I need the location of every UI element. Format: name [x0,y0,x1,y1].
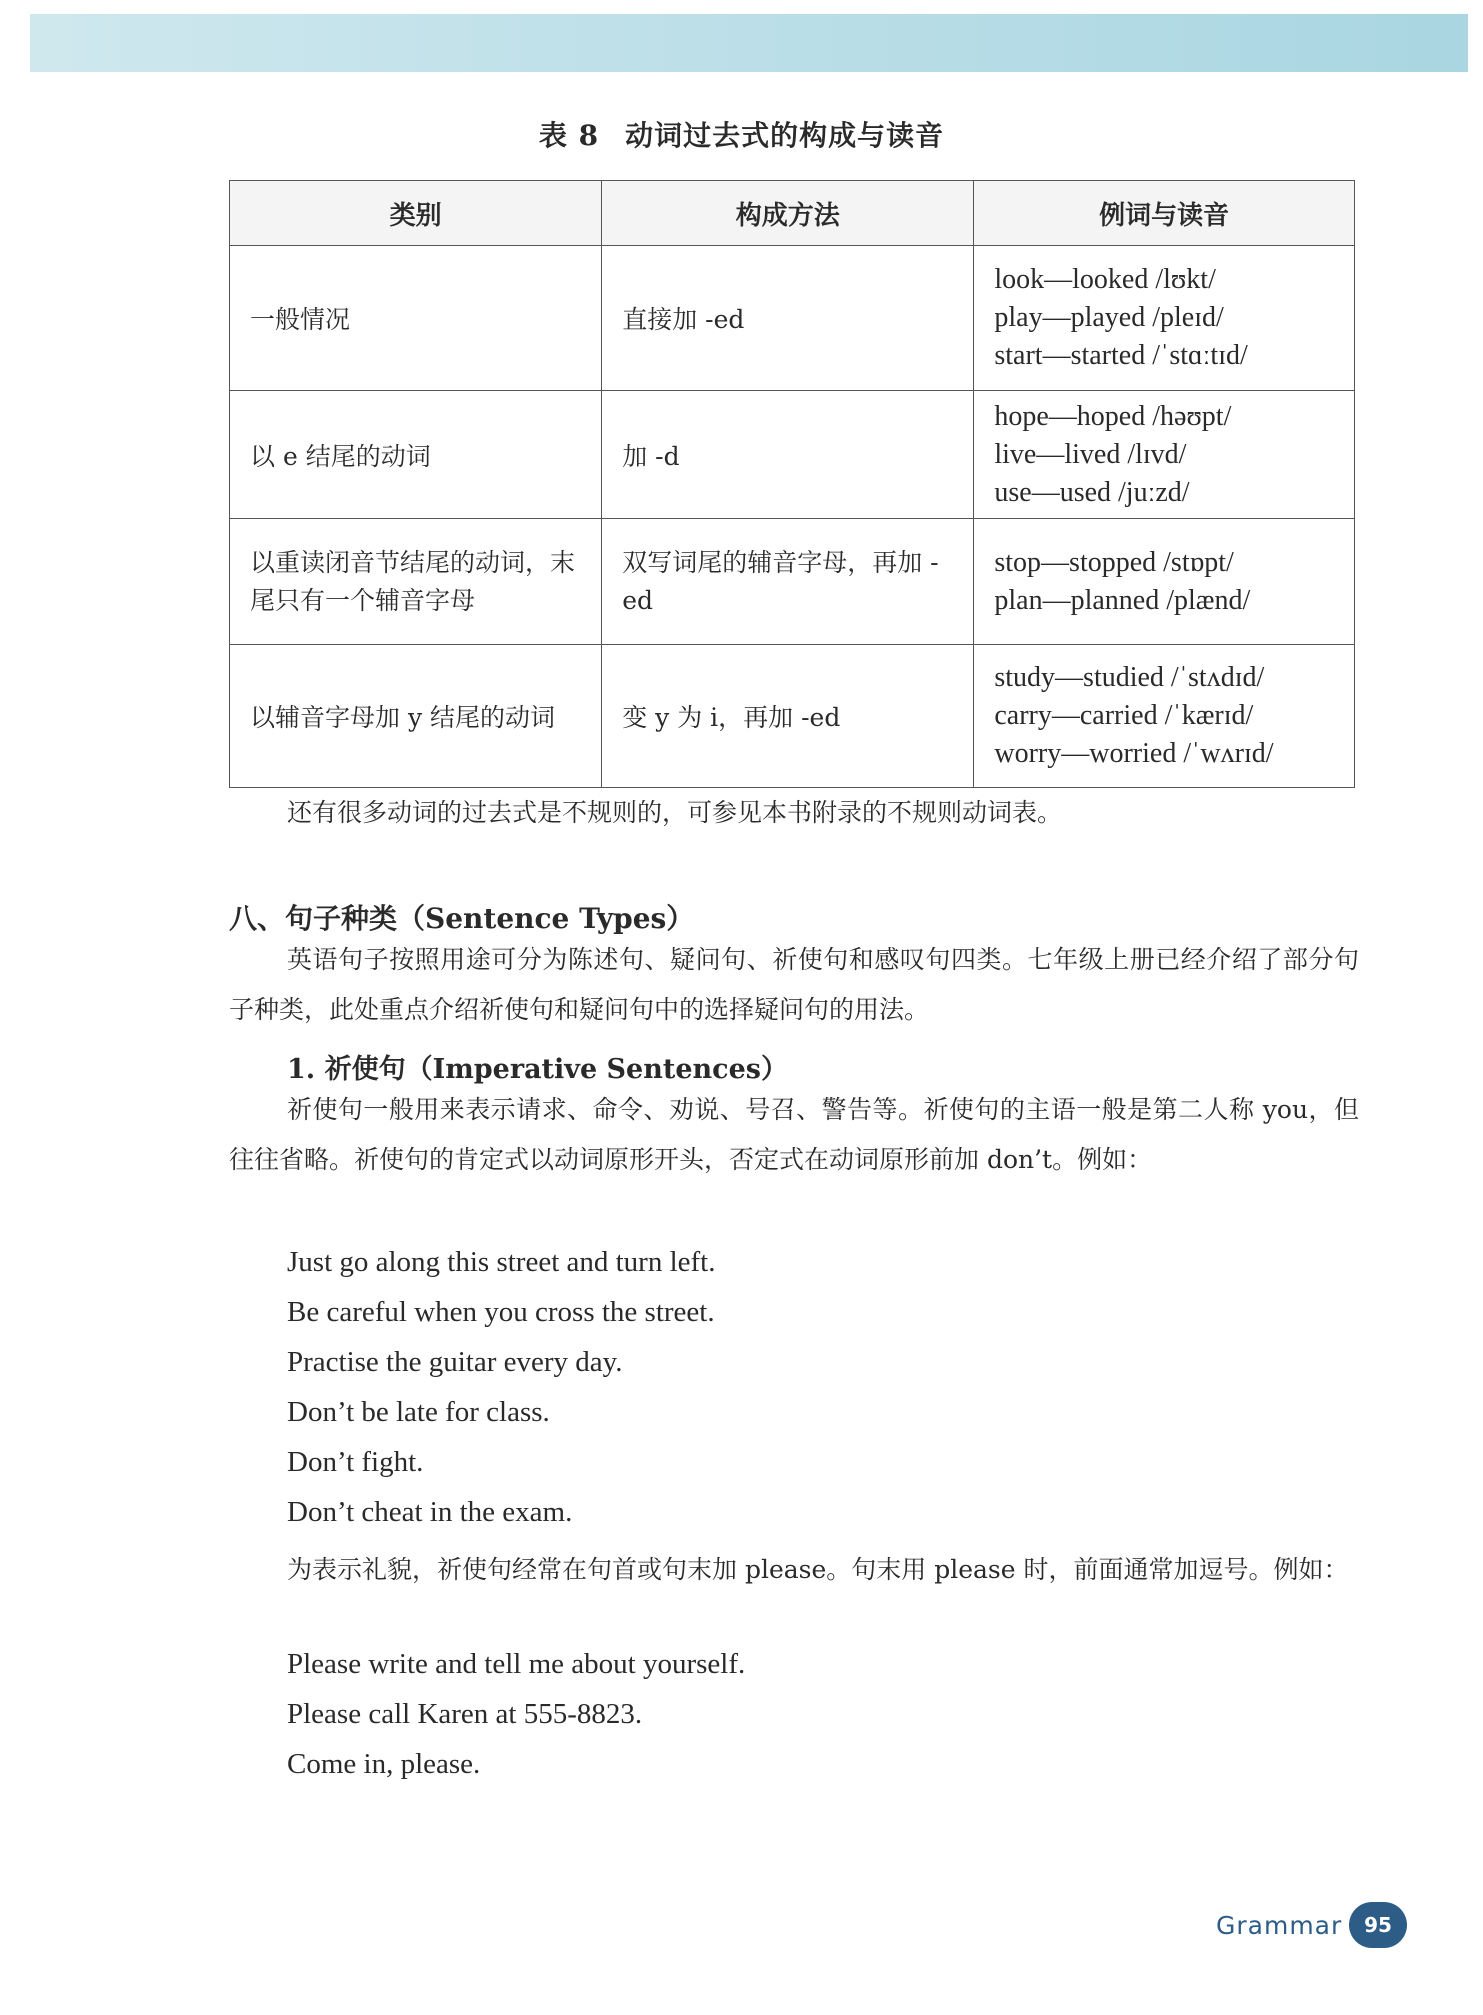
row-method: 双写词尾的辅音字母，再加 -ed [602,519,974,645]
row-method: 直接加 -ed [602,246,974,391]
example-word: study—studied /ˈstʌdɪd/ [994,662,1265,693]
row-method: 变 y 为 i，再加 -ed [602,645,974,788]
politeness-note: 为表示礼貌，祈使句经常在句首或句末加 please。句末用 please 时，前面通常加逗号。例如： [287,1555,1349,1584]
table-row [230,246,1355,391]
table-header-row [230,181,1355,246]
example-sentence: Don’t cheat in the exam. [287,1496,573,1528]
row-category: 以重读闭音节结尾的动词，末尾只有一个辅音字母 [230,519,602,645]
past-tense-table [229,180,1355,788]
table-row [230,519,1355,645]
example-sentence: Please call Karen at 555-8823. [287,1698,643,1730]
row-examples [974,246,1355,391]
table-row [230,645,1355,788]
top-decorative-band [30,14,1468,72]
example-sentence: Don’t fight. [287,1446,424,1478]
irregular-verbs-note: 还有很多动词的过去式是不规则的，可参见本书附录的不规则动词表。 [287,798,1063,827]
section-intro: 英语句子按照用途可分为陈述句、疑问句、祈使句和感叹句四类。七年级上册已经介绍了部分句子种类，此处重点介绍祈使句和疑问句中的选择疑问句的用法。 [229,945,1359,1024]
imperative-explanation: 祈使句一般用来表示请求、命令、劝说、号召、警告等。祈使句的主语一般是第二人称 you，但往往省略。祈使句的肯定式以动词原形开头，否定式在动词原形前加 don’t。例如： [229,1095,1359,1174]
row-examples [974,519,1355,645]
table-row [230,391,1355,519]
row-category: 以 e 结尾的动词 [230,391,602,519]
example-sentence: Don’t be late for class. [287,1396,550,1428]
header-category: 类别 [230,181,602,246]
footer-section-label: Grammar [1216,1911,1343,1940]
example-word: worry—worried /ˈwʌrɪd/ [994,738,1274,769]
row-category: 以辅音字母加 y 结尾的动词 [230,645,602,788]
page-number-badge: 95 [1349,1902,1407,1948]
section-title: 八、句子种类（Sentence Types） [229,902,695,935]
example-word: live—lived /lɪvd/ [994,438,1187,470]
example-sentence: Be careful when you cross the street. [287,1296,715,1328]
row-method: 加 -d [602,391,974,519]
subsection-title: 1. 祈使句（Imperative Sentences） [287,1054,788,1085]
row-category: 一般情况 [230,246,602,391]
example-sentence: Practise the guitar every day. [287,1346,623,1378]
example-word: stop—stopped /stɒpt/ [994,546,1234,578]
example-word: look—looked /lʊkt/ [994,264,1216,295]
example-sentence: Please write and tell me about yourself. [287,1648,746,1680]
example-word: use—used /juːzd/ [994,476,1190,508]
example-word: play—played /pleɪd/ [994,302,1224,333]
example-sentence: Just go along this street and turn left. [287,1246,716,1278]
example-word: start—started /ˈstɑːtɪd/ [994,340,1248,371]
header-examples: 例词与读音 [974,181,1355,246]
example-word: carry—carried /ˈkærɪd/ [994,700,1254,731]
row-examples [974,391,1355,519]
table-title: 动词过去式的构成与读音 [625,119,945,152]
example-sentence: Come in, please. [287,1748,481,1780]
table-number: 表 8 [538,119,600,152]
example-word: hope—hoped /həʊpt/ [994,400,1232,432]
example-word: plan—planned /plænd/ [994,584,1251,616]
row-examples [974,645,1355,788]
table-caption [0,114,1483,154]
header-method: 构成方法 [602,181,974,246]
